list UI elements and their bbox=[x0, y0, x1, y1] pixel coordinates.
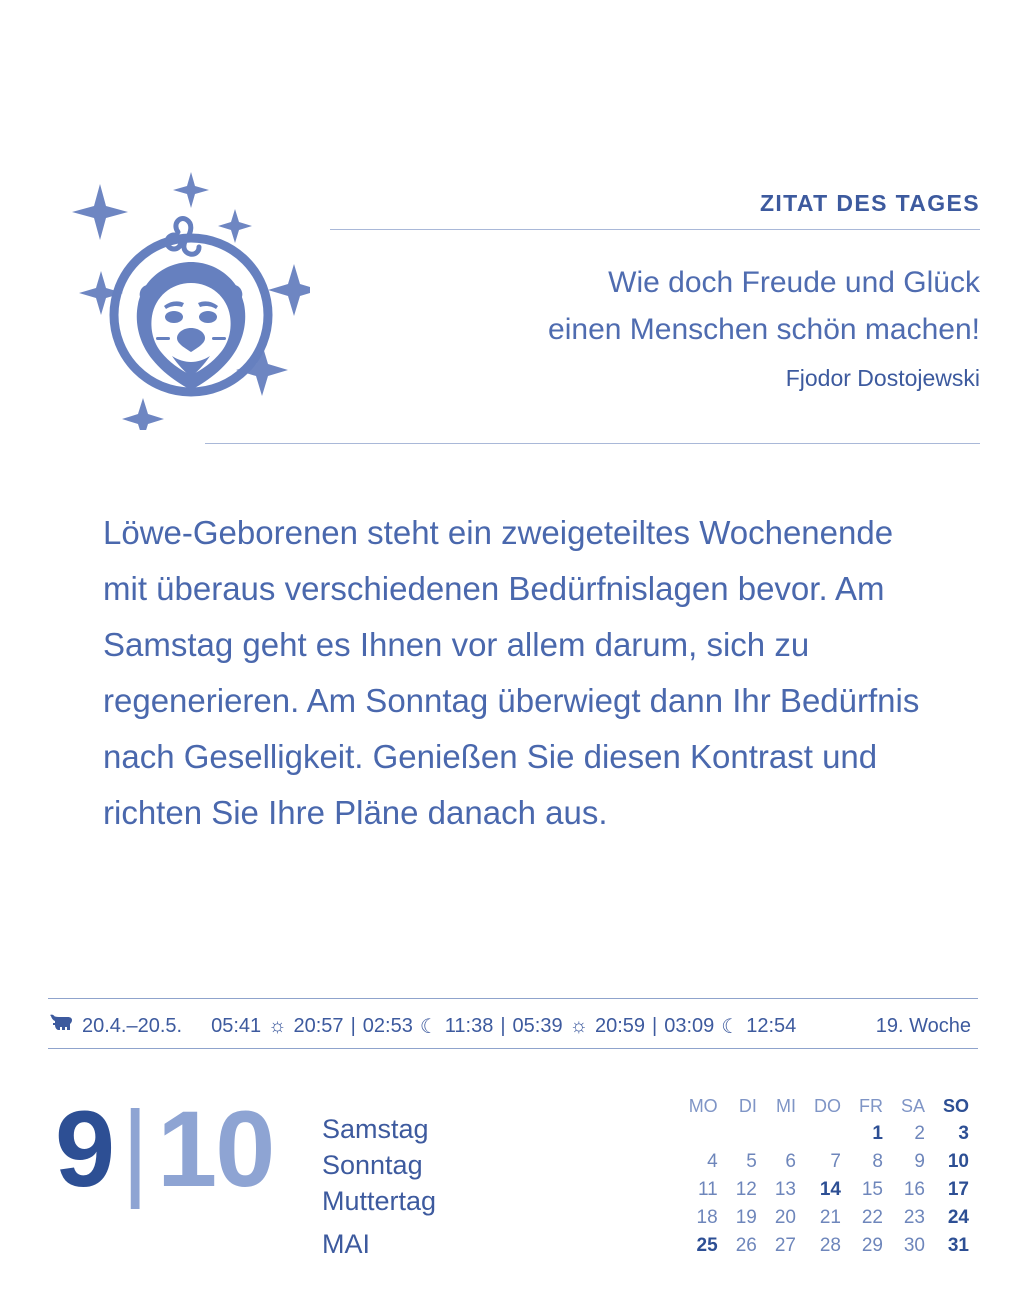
sun-icon-2: ☼ bbox=[569, 1014, 588, 1037]
minical-day: 28 bbox=[819, 1235, 841, 1256]
quote-text bbox=[330, 260, 980, 353]
minical-day: 10 bbox=[947, 1151, 969, 1172]
minical-week-row bbox=[680, 1232, 978, 1260]
minical-day: 29 bbox=[861, 1235, 883, 1256]
day-number-1: 9 bbox=[55, 1088, 114, 1209]
weekday-labels bbox=[322, 1111, 436, 1262]
minical-header-so: SO bbox=[942, 1096, 969, 1116]
minical-day: 14 bbox=[819, 1179, 841, 1200]
minical-day: 2 bbox=[914, 1123, 925, 1144]
minical-day: 15 bbox=[861, 1179, 883, 1200]
minical-day: 7 bbox=[830, 1151, 841, 1172]
moon-icon-2: ☾ bbox=[721, 1015, 740, 1038]
minical-day: 31 bbox=[947, 1235, 969, 1256]
minical-day: 1 bbox=[872, 1123, 883, 1144]
sunrise-1: 05:41 bbox=[211, 1014, 262, 1037]
minical-header-sa: SA bbox=[900, 1096, 925, 1116]
pipe-3: | bbox=[652, 1014, 658, 1037]
minical-day bbox=[805, 1120, 850, 1148]
header-area bbox=[0, 150, 1026, 470]
sun-icon: ☼ bbox=[268, 1014, 287, 1037]
minical-day: 6 bbox=[785, 1151, 796, 1172]
moon-icon: ☾ bbox=[419, 1015, 438, 1038]
weekday-2: Sonntag bbox=[322, 1150, 423, 1181]
week-number: 19. Woche bbox=[875, 1014, 971, 1037]
minical-day bbox=[680, 1120, 727, 1148]
minical-header-mo: MO bbox=[688, 1096, 718, 1116]
moonrise-2: 03:09 bbox=[664, 1014, 715, 1037]
minical-body bbox=[680, 1120, 978, 1260]
sunrise-2: 05:39 bbox=[512, 1014, 563, 1037]
minical-day: 9 bbox=[914, 1151, 925, 1172]
quote-of-the-day bbox=[330, 190, 980, 392]
minical-header-mi: MI bbox=[775, 1096, 796, 1116]
minical-day: 19 bbox=[735, 1207, 757, 1228]
holiday-label: Muttertag bbox=[322, 1186, 437, 1217]
minical-day: 26 bbox=[735, 1235, 757, 1256]
minical-week-row bbox=[680, 1176, 978, 1204]
date-area bbox=[0, 1075, 1026, 1305]
quote-rule-top bbox=[330, 229, 980, 230]
moonrise-1: 02:53 bbox=[362, 1014, 413, 1037]
minical-header-row bbox=[680, 1093, 978, 1120]
minical-header-fr: FR bbox=[858, 1096, 883, 1116]
minical-day: 4 bbox=[707, 1151, 718, 1172]
minical-day: 22 bbox=[861, 1207, 883, 1228]
quote-title: ZITAT DES TAGES bbox=[759, 190, 980, 216]
taurus-bull-icon bbox=[48, 1014, 74, 1038]
minical-day: 12 bbox=[735, 1179, 757, 1200]
minical-day: 21 bbox=[819, 1207, 841, 1228]
minical-day: 13 bbox=[774, 1179, 796, 1200]
minical-day: 11 bbox=[697, 1179, 718, 1200]
astro-info-bar bbox=[48, 1005, 978, 1047]
sunset-2: 20:59 bbox=[594, 1014, 646, 1037]
month-label: MAI bbox=[322, 1228, 371, 1259]
quote-author: Fjodor Dostojewski bbox=[785, 365, 980, 391]
day-number-2: 10 bbox=[157, 1088, 274, 1209]
minical-day: 17 bbox=[947, 1179, 969, 1200]
minical-day: 24 bbox=[947, 1207, 969, 1228]
moonset-1: 11:38 bbox=[444, 1014, 494, 1037]
minical-header-do: DO bbox=[813, 1096, 841, 1116]
minical-day: 5 bbox=[746, 1151, 757, 1172]
minical-day: 27 bbox=[774, 1235, 796, 1256]
minical-day: 3 bbox=[958, 1123, 969, 1144]
minical-day bbox=[727, 1120, 766, 1148]
minical-day: 23 bbox=[903, 1207, 925, 1228]
minical-day bbox=[766, 1120, 805, 1148]
mini-calendar bbox=[680, 1093, 978, 1260]
minical-week-row bbox=[680, 1120, 978, 1148]
info-rule-bottom bbox=[48, 1048, 978, 1049]
minical-day: 20 bbox=[774, 1207, 796, 1228]
zodiac-range: 20.4.–20.5. bbox=[82, 1014, 183, 1037]
sunset-1: 20:57 bbox=[293, 1014, 344, 1037]
leo-lion-icon bbox=[60, 170, 310, 430]
quote-rule-bottom bbox=[205, 443, 980, 444]
weekday-1: Samstag bbox=[322, 1114, 429, 1144]
pipe-2: | bbox=[500, 1014, 506, 1037]
date-separator: | bbox=[121, 1088, 150, 1209]
minical-day: 25 bbox=[696, 1235, 718, 1256]
minical-day: 30 bbox=[903, 1235, 925, 1256]
quote-line-2: einen Menschen schön machen! bbox=[548, 312, 980, 346]
minical-header-di: DI bbox=[738, 1096, 757, 1116]
info-rule-top bbox=[48, 998, 978, 999]
minical-week-row bbox=[680, 1148, 978, 1176]
minical-day: 8 bbox=[872, 1151, 883, 1172]
minical-day: 18 bbox=[696, 1207, 718, 1228]
minical-week-row bbox=[680, 1204, 978, 1232]
moonset-2: 12:54 bbox=[746, 1014, 797, 1037]
pipe-1: | bbox=[350, 1014, 356, 1037]
minical-day: 16 bbox=[903, 1179, 925, 1200]
quote-line-1: Wie doch Freude und Glück bbox=[608, 266, 980, 299]
big-date bbox=[55, 1088, 274, 1209]
horoscope-text: Löwe-Geborenen steht ein zweigeteiltes Wochenende mit überaus verschiedenen Bedürfnislagen bevor. Am Samstag geht es Ihnen vor allem darum, sich zu regenerieren. Am Sonntag überwiegt dann Ihr Bedürfnis nach Geselligkeit. Genießen Sie diesen Kontrast und richten Sie Ihre Pläne danach aus. bbox=[103, 514, 920, 832]
